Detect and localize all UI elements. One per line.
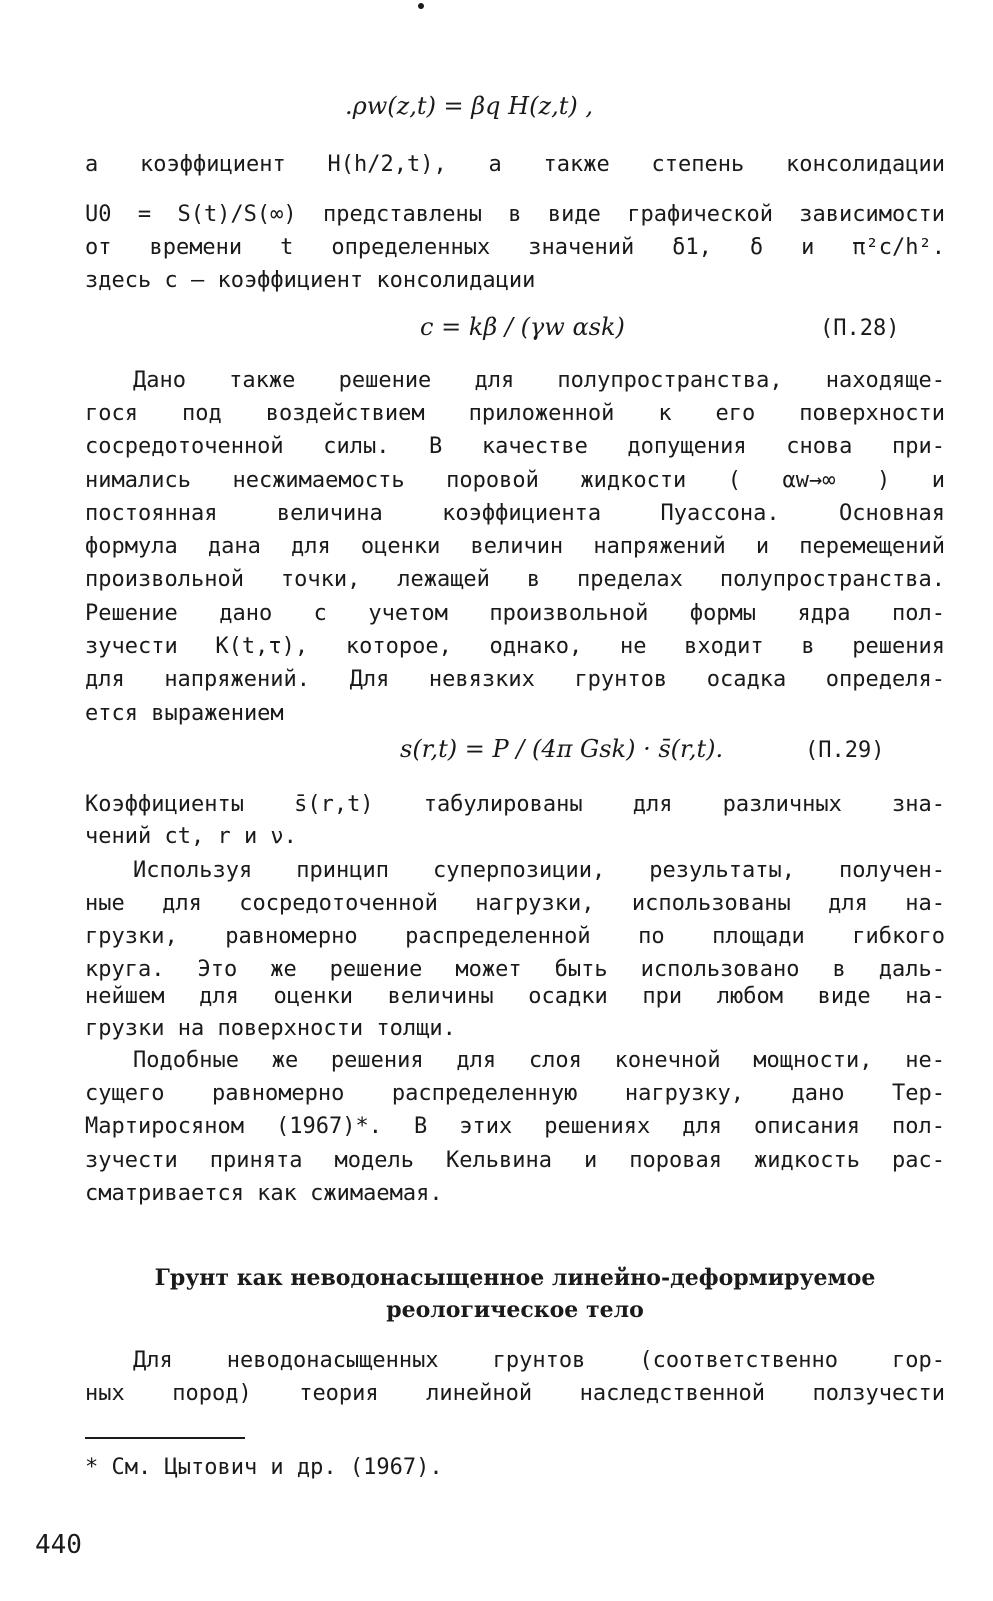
text-line: грузки на поверхности толщи.: [85, 1016, 456, 1041]
text-line: ется выражением: [85, 701, 284, 726]
text-line: Для неводонасыщенных грунтов (соответственно гор-: [133, 1348, 945, 1373]
text-line: Коэффициенты s̄(r,t) табулированы для различных зна-: [85, 792, 945, 817]
ink-dot: [418, 3, 424, 9]
text-line: здесь c – коэффициент консолидации: [85, 268, 536, 293]
section-heading: реологическое тело: [386, 1297, 644, 1323]
text-line: формула дана для оценки величин напряжений и перемещений: [85, 534, 945, 559]
text-line: ных пород) теория линейной наследственной ползучести: [85, 1381, 945, 1406]
section-heading: Грунт как неводонасыщенное линейно-деформируемое: [154, 1265, 876, 1291]
footnote: * См. Цытович и др. (1967).: [85, 1455, 443, 1480]
text-line: произвольной точки, лежащей в пределах полупространства.: [85, 567, 945, 592]
text-line: Решение дано с учетом произвольной формы ядра пол-: [85, 601, 945, 626]
text-line: постоянная величина коэффициента Пуассона. Основная: [85, 501, 945, 526]
text-line: зучести K(t,τ), которое, однако, не входит в решения: [85, 634, 945, 659]
text-line: зучести принята модель Кельвина и поровая жидкость рас-: [85, 1148, 945, 1173]
text-line: гося под воздействием приложенной к его поверхности: [85, 401, 945, 426]
text-line: сосредоточенной силы. В качестве допущения снова при-: [85, 434, 945, 459]
text-line: Дано также решение для полупространства, находяще-: [133, 368, 945, 393]
equation-top: .ρw(z,t) = βq H(z,t) ,: [345, 92, 593, 120]
text-line: сматривается как сжимаемая.: [85, 1181, 443, 1206]
text-line: круга. Это же решение может быть использовано в даль-: [85, 957, 945, 982]
text-line: для напряжений. Для невязких грунтов осадка определя-: [85, 667, 945, 692]
text-line: а коэффициент H(h/2,t), а также степень консолидации: [85, 152, 945, 177]
page-number: 440: [35, 1530, 82, 1560]
text-line: нимались несжимаемость поровой жидкости ( αw→∞ ) и: [85, 468, 945, 493]
text-line: грузки, равномерно распределенной по площади гибкого: [85, 924, 945, 949]
text-line: сущего равномерно распределенную нагрузку, дано Тер-: [85, 1081, 945, 1106]
equation-number: (П.28): [820, 316, 900, 341]
equation-number: (П.29): [805, 738, 885, 763]
text-line: U0 = S(t)/S(∞) представлены в виде графической зависимости: [85, 202, 945, 227]
text-line: от времени t определенных значений δ1, δ и π²c/h².: [85, 235, 945, 260]
text-line: ные для сосредоточенной нагрузки, использованы для на-: [85, 891, 945, 916]
equation-p28: c = kβ / (γw αsk): [420, 313, 625, 341]
text-line: нейшем для оценки величины осадки при любом виде на-: [85, 984, 945, 1009]
text-line: Подобные же решения для слоя конечной мощности, не-: [133, 1048, 945, 1073]
text-line: Мартиросяном (1967)*. В этих решениях для описания пол-: [85, 1114, 945, 1139]
text-line: Используя принцип суперпозиции, результаты, получен-: [133, 858, 945, 883]
equation-p29: s(r,t) = P / (4π Gsk) · s̄(r,t).: [400, 735, 724, 763]
footnote-rule: [85, 1437, 245, 1439]
text-line: чений ct, r и ν.: [85, 824, 297, 849]
